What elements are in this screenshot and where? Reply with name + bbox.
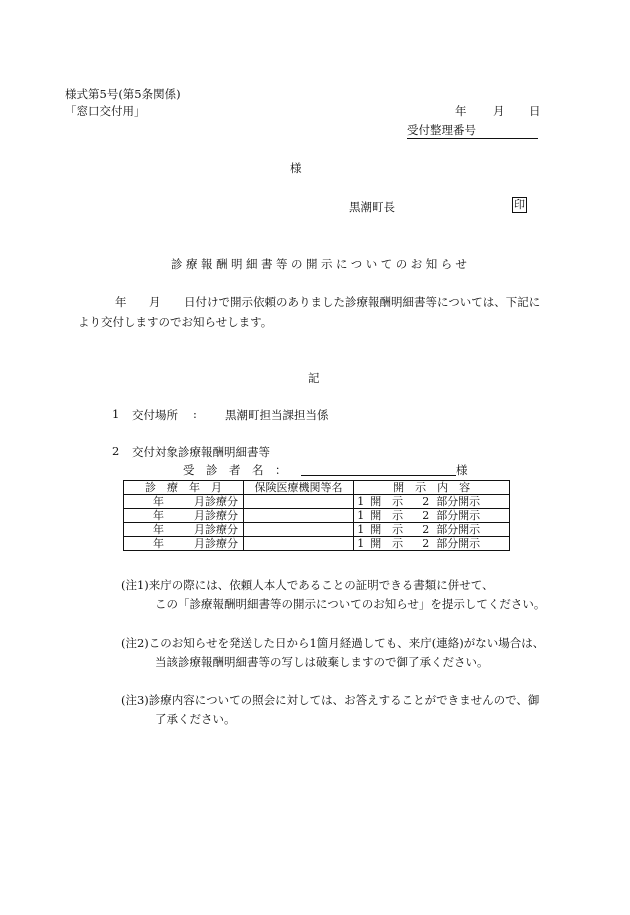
window-use-label: 「窓口交付用」 <box>65 104 146 118</box>
table-row <box>124 509 510 523</box>
disclosure-choice-cell <box>354 537 510 551</box>
institution-cell <box>243 537 353 551</box>
disclosure-table <box>123 480 510 551</box>
document-title: 診療報酬明細書等の開示についてのお知らせ <box>171 257 471 271</box>
choice1-label: 開 示 <box>370 537 404 550</box>
treatment-month-cell <box>124 523 244 537</box>
choice2-label: 部分開示 <box>436 509 481 522</box>
patient-name-line <box>301 475 456 476</box>
treatment-month-cell <box>124 509 244 523</box>
ki-heading: 記 <box>308 371 320 385</box>
note-1-line-1: 来庁の際には、依頼人本人であることの証明できる書類に併せて、 <box>148 578 494 592</box>
choice1-label: 開 示 <box>370 509 404 522</box>
year-label: 年 <box>153 509 164 522</box>
note-1-line-2: この「診療報酬明細書等の開示についてのお知らせ」を提示してください。 <box>155 597 546 611</box>
table-header-row <box>124 481 510 495</box>
note-2-label: (注2) <box>121 636 149 650</box>
disclosure-choice-cell <box>354 523 510 537</box>
choice2-label: 部分開示 <box>436 495 481 508</box>
date-day: 日 <box>529 104 541 118</box>
disclosure-choice-cell <box>354 495 510 509</box>
header-institution: 保険医療機関等名 <box>243 481 353 495</box>
choice1-number: 1 <box>357 495 365 508</box>
choice2-label: 部分開示 <box>436 537 481 550</box>
month-label: 月診療分 <box>194 537 238 550</box>
institution-cell <box>243 495 353 509</box>
year-label: 年 <box>153 537 164 550</box>
body-line-2: より交付しますのでお知らせします。 <box>78 315 273 329</box>
institution-cell <box>243 523 353 537</box>
note-2-line-1: このお知らせを発送した日から1箇月経過しても、来庁(連絡)がない場合は、 <box>148 636 545 650</box>
note-3-line-1: 診療内容についての照会に対しては、お答えすることができませんので、御 <box>148 693 540 707</box>
patient-honorific: 様 <box>456 463 468 477</box>
disclosure-choice-cell <box>354 509 510 523</box>
date-year: 年 <box>455 104 467 118</box>
choice1-number: 1 <box>357 537 365 550</box>
note-2 <box>121 634 544 672</box>
choice1-label: 開 示 <box>370 495 404 508</box>
item2-number: 2 <box>112 444 120 458</box>
header-treatment-month: 診 療 年 月 <box>124 481 244 495</box>
patient-label: 受 診 者 名 ： <box>183 463 287 477</box>
choice1-number: 1 <box>357 509 365 522</box>
treatment-month-cell <box>124 495 244 509</box>
form-number: 様式第5号(第5条関係) <box>65 87 181 101</box>
item1-colon: : <box>193 407 197 421</box>
body-line-1: 日付けで開示依頼のありました診療報酬明細書等については、下記に <box>184 295 541 309</box>
item2-label: 交付対象診療報酬明細書等 <box>132 445 270 459</box>
month-label: 月診療分 <box>194 509 238 522</box>
header-disclosure-content: 開 示 内 容 <box>354 481 510 495</box>
table-row <box>124 523 510 537</box>
sender-title: 黒潮町長 <box>349 200 395 214</box>
treatment-month-cell <box>124 537 244 551</box>
choice2-number: 2 <box>422 537 430 550</box>
year-label: 年 <box>153 523 164 536</box>
choice1-label: 開 示 <box>370 523 404 536</box>
table-row <box>124 537 510 551</box>
month-label: 月診療分 <box>194 523 238 536</box>
date-month: 月 <box>493 104 505 118</box>
item1-label: 交付場所 <box>132 408 178 422</box>
seal-mark: 印 <box>514 198 525 211</box>
body-year: 年 <box>115 295 127 309</box>
note-3-label: (注3) <box>121 693 149 707</box>
item1-number: 1 <box>112 407 120 421</box>
note-2-line-2: 当該診療報酬明細書等の写しは破棄しますので御了承ください。 <box>155 655 489 669</box>
note-3-line-2: 了承ください。 <box>155 712 236 726</box>
choice2-number: 2 <box>422 523 430 536</box>
body-month: 月 <box>149 295 161 309</box>
institution-cell <box>243 509 353 523</box>
table-row <box>124 495 510 509</box>
note-3 <box>121 691 539 729</box>
year-label: 年 <box>153 495 164 508</box>
addressee-honorific: 様 <box>290 161 302 175</box>
choice2-number: 2 <box>422 495 430 508</box>
receipt-number-field <box>407 122 538 139</box>
choice2-label: 部分開示 <box>436 523 481 536</box>
receipt-number-label: 受付整理番号 <box>407 123 476 137</box>
choice2-number: 2 <box>422 509 430 522</box>
item1-value: 黒潮町担当課担当係 <box>225 408 329 422</box>
month-label: 月診療分 <box>194 495 238 508</box>
choice1-number: 1 <box>357 523 365 536</box>
note-1-label: (注1) <box>121 578 149 592</box>
note-1 <box>121 576 545 614</box>
